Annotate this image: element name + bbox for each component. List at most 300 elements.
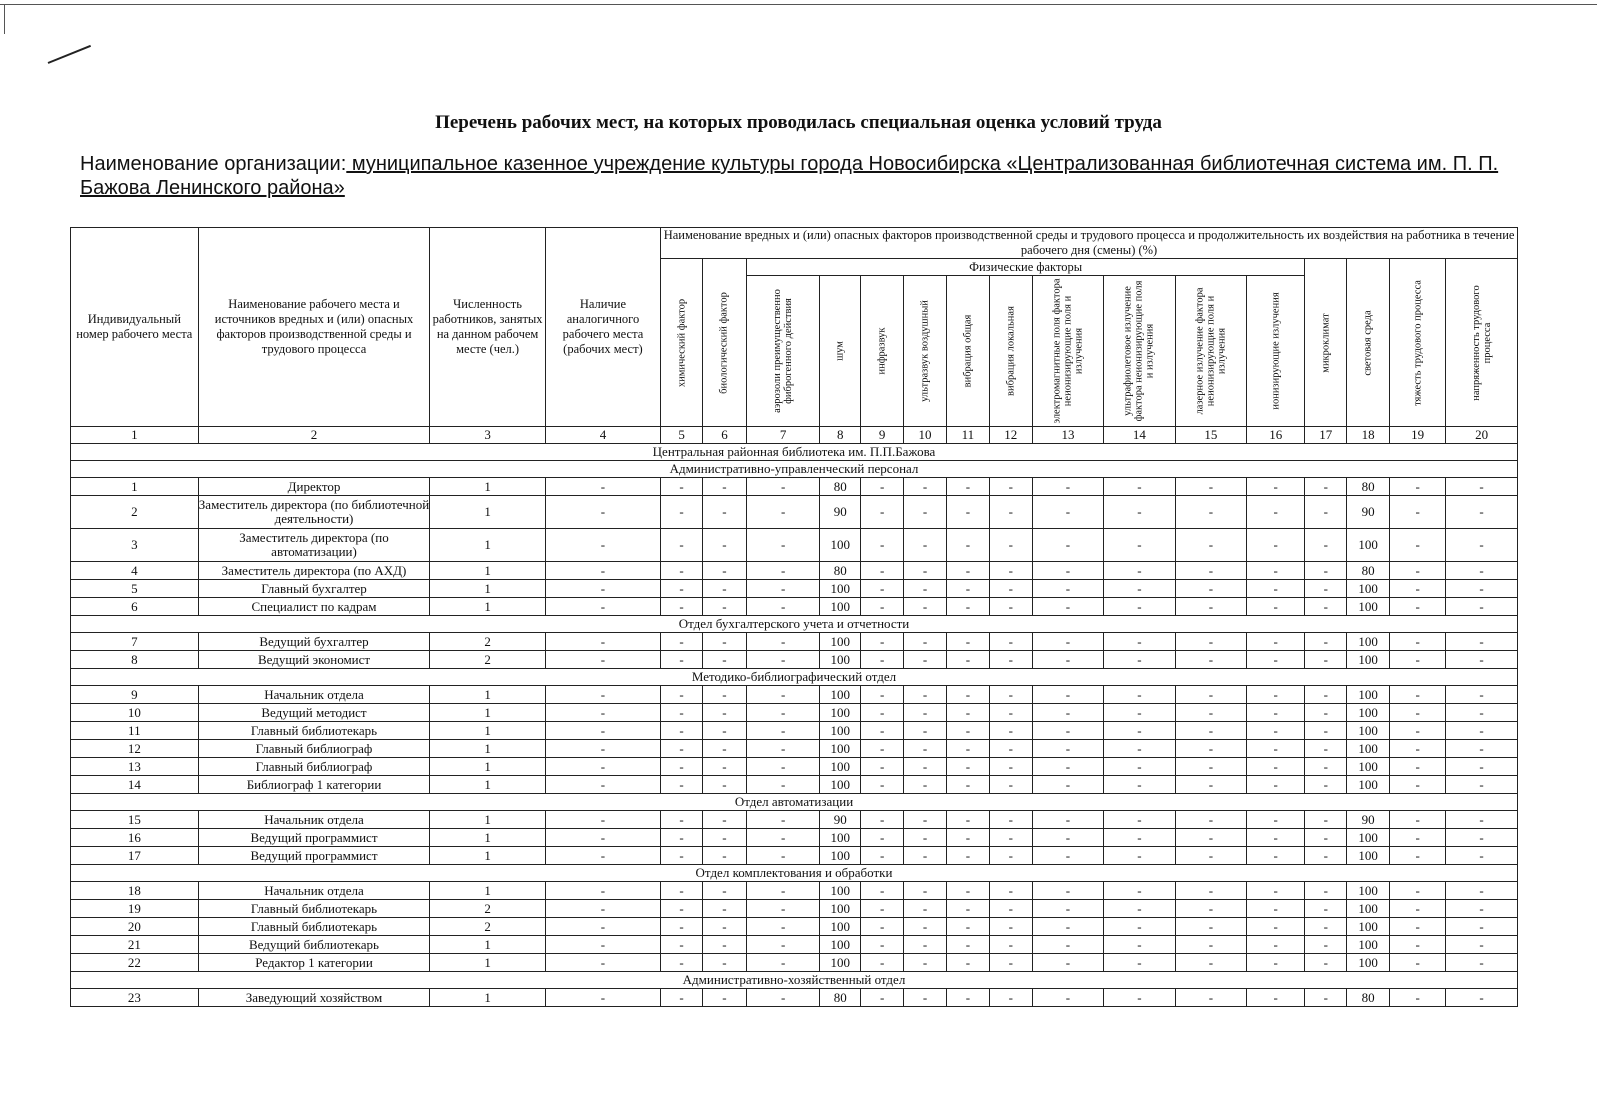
row-count: 1: [430, 882, 545, 900]
row-name: Заместитель директора (по АХД): [198, 562, 430, 580]
header-factor: [904, 276, 947, 427]
row-id: 20: [71, 918, 199, 936]
row-factor-value: -: [1175, 562, 1246, 580]
row-factor-value: -: [746, 989, 820, 1007]
row-count: 2: [430, 633, 545, 651]
row-noise: 100: [820, 686, 861, 704]
row-count: 1: [430, 829, 545, 847]
row-noise: 100: [820, 829, 861, 847]
row-factor-value: -: [946, 496, 989, 529]
row-factor-value: -: [1446, 918, 1518, 936]
row-factor-value: -: [861, 954, 904, 972]
row-factor-value: -: [1390, 722, 1446, 740]
row-factor-value: -: [1175, 847, 1246, 865]
row-name: Заместитель директора (по библиотечной деятельности): [198, 496, 430, 529]
row-factor-value: -: [1247, 651, 1305, 669]
row-factor-value: -: [989, 496, 1032, 529]
row-factor-value: -: [703, 989, 747, 1007]
row-light: 100: [1347, 758, 1390, 776]
row-factor-value: -: [703, 829, 747, 847]
header-name: Наименование рабочего места и источников вредных и (или) опасных факторов производственной среды и трудового процесса: [198, 228, 430, 427]
row-factor-value: -: [904, 704, 947, 722]
row-factor-value: -: [989, 529, 1032, 562]
row-light: 100: [1347, 740, 1390, 758]
row-factor-value: -: [989, 936, 1032, 954]
row-factor-value: -: [1446, 580, 1518, 598]
workplaces-table: [70, 227, 1518, 1007]
row-factor-value: -: [1175, 758, 1246, 776]
row-factor-value: -: [861, 651, 904, 669]
row-factor-value: -: [661, 598, 703, 616]
header-factor-label: инфразвук: [876, 327, 888, 375]
row-name: Начальник отдела: [198, 811, 430, 829]
header-factor-label: вибрация общая: [962, 314, 974, 388]
row-factor-value: -: [1305, 651, 1347, 669]
table-row: [71, 882, 1518, 900]
row-id: 11: [71, 722, 199, 740]
row-factor-value: -: [661, 633, 703, 651]
row-factor-value: -: [861, 478, 904, 496]
row-id: 22: [71, 954, 199, 972]
row-factor-value: -: [1032, 580, 1103, 598]
row-factor-value: -: [661, 722, 703, 740]
row-id: 8: [71, 651, 199, 669]
row-factor-value: -: [1104, 496, 1175, 529]
section-title: Отдел комплектования и обработки: [71, 865, 1518, 882]
row-factor-value: -: [989, 776, 1032, 794]
row-factor-value: -: [1247, 704, 1305, 722]
row-factor-value: -: [1175, 882, 1246, 900]
row-factor-value: -: [1305, 580, 1347, 598]
row-factor-value: -: [661, 562, 703, 580]
row-factor-value: -: [746, 918, 820, 936]
row-light: 100: [1347, 686, 1390, 704]
scan-border-top: [0, 4, 1597, 5]
row-factor-value: -: [661, 758, 703, 776]
row-factor-value: -: [946, 598, 989, 616]
row-factor-value: -: [703, 478, 747, 496]
row-factor-value: -: [703, 580, 747, 598]
row-factor-value: -: [1175, 651, 1246, 669]
row-factor-value: -: [861, 829, 904, 847]
row-factor-value: -: [989, 598, 1032, 616]
row-analog: -: [545, 776, 660, 794]
row-factor-value: -: [1390, 882, 1446, 900]
row-name: Заместитель директора (по автоматизации): [198, 529, 430, 562]
row-id: 10: [71, 704, 199, 722]
row-factor-value: -: [989, 633, 1032, 651]
row-noise: 80: [820, 478, 861, 496]
row-factor-value: -: [1446, 562, 1518, 580]
row-factor-value: -: [1305, 529, 1347, 562]
row-id: 16: [71, 829, 199, 847]
row-analog: -: [545, 598, 660, 616]
row-factor-value: -: [1032, 633, 1103, 651]
row-factor-value: -: [661, 847, 703, 865]
row-light: 80: [1347, 562, 1390, 580]
row-factor-value: -: [746, 811, 820, 829]
row-factor-value: -: [1175, 580, 1246, 598]
row-factor-value: -: [861, 529, 904, 562]
row-factor-value: -: [1446, 847, 1518, 865]
row-factor-value: -: [746, 598, 820, 616]
row-factor-value: -: [861, 580, 904, 598]
row-factor-value: -: [1247, 829, 1305, 847]
row-light: 100: [1347, 580, 1390, 598]
row-factor-value: -: [989, 954, 1032, 972]
row-factor-value: -: [1175, 829, 1246, 847]
row-factor-value: -: [703, 776, 747, 794]
row-factor-value: -: [1104, 562, 1175, 580]
row-factor-value: -: [1175, 598, 1246, 616]
row-factor-value: -: [746, 954, 820, 972]
row-factor-value: -: [904, 918, 947, 936]
row-count: 1: [430, 847, 545, 865]
row-factor-value: -: [661, 989, 703, 1007]
row-factor-value: -: [1390, 529, 1446, 562]
table-row: [71, 598, 1518, 616]
row-factor-value: -: [989, 722, 1032, 740]
table-row: [71, 811, 1518, 829]
row-factor-value: -: [1032, 686, 1103, 704]
row-factor-value: -: [703, 811, 747, 829]
row-analog: -: [545, 989, 660, 1007]
row-factor-value: -: [661, 496, 703, 529]
row-noise: 100: [820, 936, 861, 954]
organization-label: Наименование организации:: [80, 153, 347, 175]
header-factor-label: шум: [834, 341, 846, 361]
row-factor-value: -: [861, 847, 904, 865]
row-count: 1: [430, 704, 545, 722]
row-factor-value: -: [746, 633, 820, 651]
row-factor-value: -: [1247, 900, 1305, 918]
row-factor-value: -: [1247, 580, 1305, 598]
row-id: 14: [71, 776, 199, 794]
row-factor-value: -: [1032, 529, 1103, 562]
row-factor-value: -: [1104, 722, 1175, 740]
scan-border-left: [4, 4, 5, 34]
row-factor-value: -: [904, 811, 947, 829]
column-number: 14: [1104, 427, 1175, 444]
header-factor-label: ионизирующие излучения: [1270, 292, 1282, 410]
column-number: 2: [198, 427, 430, 444]
column-number: 16: [1247, 427, 1305, 444]
row-factor-value: -: [904, 529, 947, 562]
row-light: 100: [1347, 633, 1390, 651]
row-name: Главный библиотекарь: [198, 722, 430, 740]
row-factor-value: -: [746, 704, 820, 722]
section-title: Центральная районная библиотека им. П.П.Бажова: [71, 444, 1518, 461]
row-id: 6: [71, 598, 199, 616]
row-name: Главный библиограф: [198, 758, 430, 776]
row-factor-value: -: [946, 989, 989, 1007]
table-row: [71, 847, 1518, 865]
row-factor-value: -: [703, 686, 747, 704]
row-factor-value: -: [1175, 478, 1246, 496]
row-analog: -: [545, 496, 660, 529]
row-factor-value: -: [1446, 882, 1518, 900]
row-count: 1: [430, 936, 545, 954]
row-factor-value: -: [904, 954, 947, 972]
row-factor-value: -: [946, 829, 989, 847]
row-factor-value: -: [661, 936, 703, 954]
row-factor-value: -: [746, 900, 820, 918]
row-name: Главный бухгалтер: [198, 580, 430, 598]
row-light: 80: [1347, 989, 1390, 1007]
row-factor-value: -: [1032, 811, 1103, 829]
row-factor-value: -: [989, 811, 1032, 829]
row-factor-value: -: [989, 562, 1032, 580]
row-factor-value: -: [746, 686, 820, 704]
row-factor-value: -: [1446, 633, 1518, 651]
table-row: [71, 478, 1518, 496]
row-id: 17: [71, 847, 199, 865]
row-noise: 100: [820, 882, 861, 900]
row-factor-value: -: [661, 686, 703, 704]
row-factor-value: -: [1247, 811, 1305, 829]
row-factor-value: -: [1175, 496, 1246, 529]
row-factor-value: -: [1175, 900, 1246, 918]
row-factor-value: -: [1446, 704, 1518, 722]
row-factor-value: -: [1305, 829, 1347, 847]
row-analog: -: [545, 882, 660, 900]
row-id: 3: [71, 529, 199, 562]
column-number: 11: [946, 427, 989, 444]
row-factor-value: -: [1305, 722, 1347, 740]
row-factor-value: -: [1446, 740, 1518, 758]
row-factor-value: -: [1104, 580, 1175, 598]
row-factor-value: -: [1305, 776, 1347, 794]
row-factor-value: -: [1446, 758, 1518, 776]
row-factor-value: -: [946, 740, 989, 758]
header-id: Индивидуальный номер рабочего места: [71, 228, 199, 427]
row-factor-value: -: [703, 704, 747, 722]
row-factor-value: -: [1446, 989, 1518, 1007]
section-title: Отдел бухгалтерского учета и отчетности: [71, 616, 1518, 633]
row-factor-value: -: [1104, 740, 1175, 758]
row-factor-value: -: [1247, 936, 1305, 954]
row-factor-value: -: [861, 936, 904, 954]
header-factor-label: вибрация локальная: [1005, 306, 1017, 396]
row-count: 1: [430, 776, 545, 794]
row-factor-value: -: [1032, 936, 1103, 954]
row-name: Специалист по кадрам: [198, 598, 430, 616]
header-factor: [861, 276, 904, 427]
row-factor-value: -: [904, 989, 947, 1007]
header-factor-label: ультрафиолетовое излучение фактора неионизирующие поля и излучения: [1122, 280, 1156, 422]
row-factor-value: -: [1390, 496, 1446, 529]
row-noise: 100: [820, 651, 861, 669]
row-factor-value: -: [946, 882, 989, 900]
row-factor-value: -: [904, 598, 947, 616]
row-factor-value: -: [1305, 936, 1347, 954]
row-factor-value: -: [1390, 900, 1446, 918]
row-factor-value: -: [1247, 562, 1305, 580]
row-factor-value: -: [904, 651, 947, 669]
table-row: [71, 918, 1518, 936]
row-light: 80: [1347, 478, 1390, 496]
row-name: Библиограф 1 категории: [198, 776, 430, 794]
row-factor-value: -: [1175, 936, 1246, 954]
row-factor-value: -: [861, 758, 904, 776]
row-factor-value: -: [946, 686, 989, 704]
row-id: 5: [71, 580, 199, 598]
row-factor-value: -: [946, 936, 989, 954]
row-factor-value: -: [989, 580, 1032, 598]
row-factor-value: -: [703, 598, 747, 616]
row-name: Директор: [198, 478, 430, 496]
header-factor: [1390, 259, 1446, 427]
row-factor-value: -: [1032, 496, 1103, 529]
column-number: 20: [1446, 427, 1518, 444]
row-count: 1: [430, 758, 545, 776]
row-factor-value: -: [946, 651, 989, 669]
column-number: 19: [1390, 427, 1446, 444]
row-factor-value: -: [1032, 562, 1103, 580]
row-factor-value: -: [661, 954, 703, 972]
row-light: 100: [1347, 954, 1390, 972]
row-factor-value: -: [1175, 529, 1246, 562]
row-factor-value: -: [746, 740, 820, 758]
row-factor-value: -: [703, 847, 747, 865]
column-number: 13: [1032, 427, 1103, 444]
row-count: 1: [430, 529, 545, 562]
row-light: 100: [1347, 651, 1390, 669]
row-factor-value: -: [1247, 954, 1305, 972]
row-id: 2: [71, 496, 199, 529]
row-factor-value: -: [1446, 829, 1518, 847]
row-name: Ведущий библиотекарь: [198, 936, 430, 954]
row-id: 1: [71, 478, 199, 496]
row-factor-value: -: [1104, 478, 1175, 496]
document-title: Перечень рабочих мест, на которых проводилась специальная оценка условий труда: [435, 112, 1162, 133]
row-id: 12: [71, 740, 199, 758]
row-factor-value: -: [861, 496, 904, 529]
table-row: [71, 580, 1518, 598]
row-factor-value: -: [1247, 722, 1305, 740]
row-factor-value: -: [861, 989, 904, 1007]
row-noise: 100: [820, 529, 861, 562]
row-id: 18: [71, 882, 199, 900]
row-factor-value: -: [1032, 918, 1103, 936]
row-factor-value: -: [946, 633, 989, 651]
header-factor-label: тяжесть трудового процесса: [1412, 279, 1424, 406]
pen-mark: [48, 45, 91, 64]
row-factor-value: -: [1104, 686, 1175, 704]
row-count: 2: [430, 918, 545, 936]
row-factor-value: -: [703, 936, 747, 954]
row-factor-value: -: [1446, 598, 1518, 616]
row-factor-value: -: [1247, 758, 1305, 776]
column-number: 8: [820, 427, 861, 444]
table-row: [71, 651, 1518, 669]
row-factor-value: -: [1032, 776, 1103, 794]
row-factor-value: -: [1390, 918, 1446, 936]
row-factor-value: -: [1390, 989, 1446, 1007]
row-factor-value: -: [1032, 989, 1103, 1007]
table-row: [71, 936, 1518, 954]
row-factor-value: -: [946, 776, 989, 794]
row-factor-value: -: [1247, 686, 1305, 704]
row-analog: -: [545, 562, 660, 580]
row-factor-value: -: [989, 900, 1032, 918]
row-noise: 100: [820, 704, 861, 722]
row-factor-value: -: [1175, 989, 1246, 1007]
row-factor-value: -: [1305, 882, 1347, 900]
row-id: 9: [71, 686, 199, 704]
row-light: 100: [1347, 918, 1390, 936]
row-light: 100: [1347, 900, 1390, 918]
header-physical-group: Физические факторы: [746, 259, 1304, 276]
row-factor-value: -: [746, 529, 820, 562]
header-factor: [1305, 259, 1347, 427]
row-factor-value: -: [1175, 740, 1246, 758]
row-factor-value: -: [1305, 633, 1347, 651]
row-factor-value: -: [946, 529, 989, 562]
row-factor-value: -: [989, 651, 1032, 669]
row-analog: -: [545, 529, 660, 562]
row-factor-value: -: [661, 704, 703, 722]
row-name: Ведущий экономист: [198, 651, 430, 669]
row-name: Главный библиотекарь: [198, 918, 430, 936]
row-factor-value: -: [1305, 847, 1347, 865]
row-name: Ведущий программист: [198, 847, 430, 865]
header-count: Численность работников, занятых на данном рабочем месте (чел.): [430, 228, 545, 427]
header-factor-label: световая среда: [1362, 309, 1374, 376]
row-factor-value: -: [1305, 758, 1347, 776]
row-factor-value: -: [946, 811, 989, 829]
row-factor-value: -: [1390, 651, 1446, 669]
header-factors-group: Наименование вредных и (или) опасных факторов производственной среды и трудового процесса и продолжительность их воздействия на работника в течение рабочего дня (смены) (%): [661, 228, 1518, 259]
row-factor-value: -: [861, 562, 904, 580]
column-number: 18: [1347, 427, 1390, 444]
row-factor-value: -: [1305, 989, 1347, 1007]
table-row: [71, 529, 1518, 562]
row-noise: 100: [820, 722, 861, 740]
row-id: 23: [71, 989, 199, 1007]
row-factor-value: -: [904, 633, 947, 651]
row-factor-value: -: [946, 722, 989, 740]
row-factor-value: -: [1104, 954, 1175, 972]
row-noise: 80: [820, 562, 861, 580]
row-factor-value: -: [1247, 633, 1305, 651]
row-name: Редактор 1 категории: [198, 954, 430, 972]
row-factor-value: -: [1390, 776, 1446, 794]
row-analog: -: [545, 704, 660, 722]
row-factor-value: -: [703, 882, 747, 900]
row-factor-value: -: [1390, 580, 1446, 598]
row-factor-value: -: [1247, 529, 1305, 562]
row-factor-value: -: [1390, 704, 1446, 722]
row-noise: 100: [820, 633, 861, 651]
row-factor-value: -: [1032, 651, 1103, 669]
row-analog: -: [545, 936, 660, 954]
row-factor-value: -: [1032, 954, 1103, 972]
row-factor-value: -: [1032, 829, 1103, 847]
row-light: 100: [1347, 882, 1390, 900]
row-name: Ведущий методист: [198, 704, 430, 722]
header-factor: [746, 276, 820, 427]
row-name: Начальник отдела: [198, 882, 430, 900]
row-factor-value: -: [904, 580, 947, 598]
row-factor-value: -: [703, 740, 747, 758]
section-title: Методико-библиографический отдел: [71, 669, 1518, 686]
row-noise: 100: [820, 954, 861, 972]
row-light: 100: [1347, 847, 1390, 865]
row-factor-value: -: [989, 740, 1032, 758]
table-row: [71, 776, 1518, 794]
row-factor-value: -: [1032, 740, 1103, 758]
